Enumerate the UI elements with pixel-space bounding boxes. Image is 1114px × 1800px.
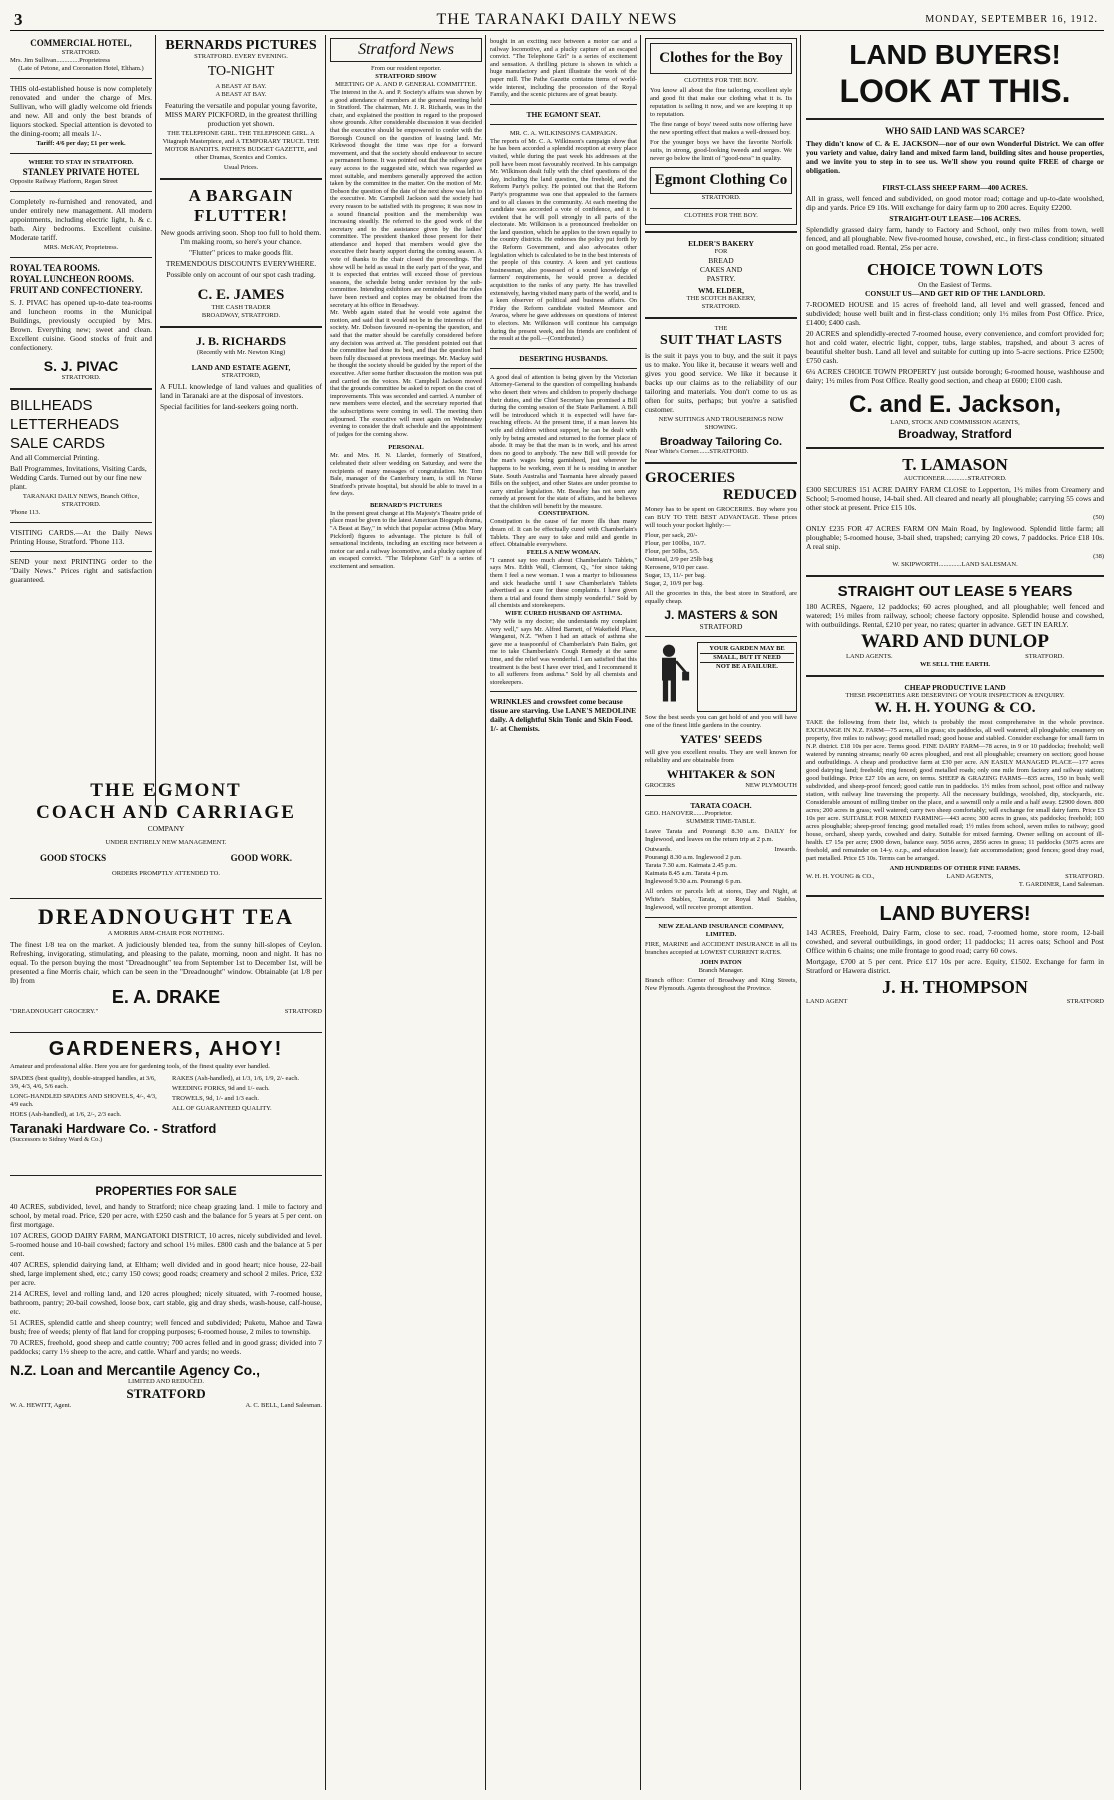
personal-heading: PERSONAL (388, 444, 424, 452)
stanley-title: STANLEY PRIVATE HOTEL (22, 167, 140, 177)
bakery-bread: BREAD (708, 256, 734, 265)
masthead (10, 8, 1104, 31)
properties-for-sale (10, 1180, 322, 1792)
bargain-account: Possible only on account of our spot cash trading. (166, 270, 316, 279)
trowels: TROWELS, 9d, 1/- and 1/3 each. (172, 1095, 260, 1102)
tea-seller: E. A. DRAKE (111, 987, 221, 1007)
bargain-title: A BARGAIN FLUTTER! (188, 186, 294, 225)
thompson-place: STRATFORD (1066, 998, 1104, 1005)
insurance-branch: Branch office: Corner of Broadway and King Streets, New Plymouth. Agents throughout the Province. (645, 977, 797, 992)
ward-place: STRATFORD. (1025, 653, 1064, 660)
coach-management: UNDER ENTIRELY NEW MANAGEMENT. (105, 839, 227, 846)
bernards-pictures-ad (160, 38, 322, 172)
column-rule (640, 35, 641, 1790)
clothes-younger: For the younger boys we have the favorite Norfolk suits, in strong, good-looking tweeds and serges. We never go below the limit of "good-ness" in quality. (650, 139, 792, 162)
column-4: bought in an exciting race between a motor car and a railway locomotive, and a plucky capture of an escaped convict. "The Telephone Girl" is a series of excitement and sensation. A thrilling picture is shown in which a huge manufactory and plant illustrate the work of the paper mill. The Pathe Gazette contains items of world-wide interest, including the procession of the Royal Family, and the scenic pictures are of great beauty. THE EGMONT SEAT. MR. C. A. WILKINSON'S CAMPAIGN. The reports of Mr. C. A. Wilkinson's campaign show that he has been accorded a splendid reception at every place visited, while during the past week his addresses at the poll have been most favourably received. In his campaign Mr. Wilkinson dealt fully with the chief questions of the day, including the land question, the freehold, and the Reform Party's policy. He pointed out that the Reform Party's programme was one that appealed to the farmers and to all classes in the community. At each meeting the candidate was accorded a vote of confidence, and it is evident that he will poll strongly in all parts of the electorate. Mr. Wilkinson is a pronounced freeholder on the land question, which he applies to the town equally to the country districts. He endorses the policy put forth by the Reform Government, and also advocates other legislation which is calculated to be in the best interests of the people of this country. A keen and yet cautious businessman, also possessed of a sound knowledge of farmers' requirements, he would prove a decided acquisition to the ranks of any party. He has travelled extensively, having visited many parts of the world, and is a keen observer of political and business affairs. On Friday the Reform candidate visited Mesmoor and Avaroa, where he gave addresses on questions of interest to electors. Mr. Wilkinson will continue his campaign during the present week, and his friends are confident of the result at the poll.—(Contributed.) DESERTING HUSBANDS. A good deal of attention is being given by the Victorian Attorney-General to the question of compelling husbands who desert their wives and children to properly discharge their duties, and the Chief Secretary has promised a Bill during the coming session of the State Parliament. A Bill will be introduced which it is expected will have far-reaching effects. At the present time, if a man leaves his wife and children without support, he can be dealt with only by being arrested and returned to the former place of abode. It may be that the man is in work, and his arrest does no good to anybody. The new Bill will provide for the man's wages being garnisheed, just wherever he happens to be working, even if he is residing in another State. South Australia and Tasmania have already passed Bills on the subject, and other States are under promise to carry similar legislation. Mr. Beasley has not seen any remedy at present for the state of affairs, and he believes that the children will benefit by the measure. CONSTIPATION. Constipation is the cause of far more ills than many dream of. It can be effectually cured with Chamberlain's Tablets. They are easy to take and mild and gentle in effect. Obtainable everywhere. FEELS A NEW WOMAN. "I cannot say too much about Chamberlain's Tablets," says Mrs. Edith Wall, Clermont, Q., "for since taking them I feel a new woman. I was a martyr to biliousness and sick headache until I saw Chamberlain's Tablets advertised as a cure for these complaints. I have given them a trial and found them simply wonderful." Sold by all chemists and storekeepers. WIFE CURED HUSBAND OF ASTHMA. "My wife is my doctor; she understands my complaint very well," says Mr. Alfred Barnett, of Wakefield Place, Wanganui, N.Z. "When I had an attack of asthma she gave me a teaspoonful of Chamberlain's Pain Balm, got me to take Chamberlain's Cough Remedy at the same time, and the relief was wonderful. I am satisfied that this treatment is the best I have ever tried, and I recommend it to all sufferers from asthma." Sold by all chemists and storekeepers. WRINKLES and crowsfeet come because tissue are starving. Use LANE'S MEDOLINE daily. A delightful Skin Tonic and Skin Food. 1/- at Chemists. (490, 38, 637, 734)
tarata-arrive: Inglewood 9.30 a.m. Pourangi 6 p.m. (645, 878, 742, 885)
property-70-acres: 70 ACRES, freehold, good sheep and cattle country; 700 acres felled and in good grass; divided into 7 paddocks; carry 1½ sheep to the acre, and cattle. Wharf and yards; no weeds. (10, 1338, 322, 1356)
bakery-for: FOR (714, 248, 728, 255)
insurance-ad (645, 923, 797, 993)
sale-cards: SALE CARDS (10, 435, 106, 452)
pivac-line2: ROYAL LUNCHEON ROOMS. (10, 274, 134, 284)
column-rule (325, 35, 326, 1790)
grocery-item: Flour, per 100lbs, 10/7. (645, 540, 706, 547)
elders-bakery-ad (645, 239, 797, 311)
rakes: RAKES (Ash-handled), at 1/3, 1/6, 1/9, 2/- each. (172, 1075, 300, 1082)
james-sub: THE CASH TRADER (211, 304, 271, 311)
scarce-body: They didn't know of C. & E. JACKSON—nor of our own Wonderful District. We can offer you variety and value, dairy land and mixed farm land, building sites and house properties, and we invite you to step in to see us. We'll show you round quite FREE of charge or obligation. (806, 139, 1104, 175)
pivac-line1: ROYAL TEA ROOMS. (10, 263, 100, 273)
gardeners-title: GARDENERS, AHOY! (48, 1038, 284, 1060)
divider (10, 1175, 322, 1177)
stanley-body: Completely re-furnished and renovated, and under entirely new management. All modern appointments, including electric light, h. & c. bath. Airy bedrooms. Excellent cuisine. Moderate tariff. (10, 197, 152, 242)
divider (10, 898, 322, 900)
lamason-property-1: £300 SECURES 151 ACRE DAIRY FARM CLOSE to Lepperton, 1½ miles from Creamery and School; 5-roomed house, 14-bail shed. All cleared and nearly all ploughable; carrying 55 cows and other stock at present. Price £15 10s. (806, 485, 1104, 512)
column-rule (800, 35, 801, 1790)
tarata-leaves: Leave Tarata and Pourangi 8.30 a.m. DAILY for Inglewood, and leaves on the return trip at 2 p.m. (645, 828, 797, 843)
lease5-body: 180 ACRES, Ngaere, 12 paddocks; 60 acres ploughed, and all ploughable; well fenced and watered; 1½ miles from railway, school; cheese factory opposite. Splendid house and cowshed, with outbuildings. Rental, £210 per year, no rates; quarter in advance. GET IN EARLY. (806, 602, 1104, 629)
bakery-cakes: CAKES AND (699, 265, 743, 274)
loan-limited: LIMITED AND REDUCED. (127, 1378, 204, 1385)
bernards-title: BERNARDS PICTURES (165, 38, 317, 53)
letterheads: LETTERHEADS (10, 416, 120, 433)
hotel-title: COMMERCIAL HOTEL, (30, 38, 132, 48)
property-51-acres: 51 ACRES, splendid cattle and sheep country; well fenced and subdivided; Puketu, Mahoe and Tawa bush; free of weeds; plenty of flat land for cropping purposes; 6-roomed house, 2 miles to township. (10, 1318, 322, 1336)
insurance-body: FIRE, MARINE and ACCIDENT INSURANCE in all its branches accepted at LOWEST CURRENT RATES. (645, 941, 797, 956)
thompson-ad (806, 903, 1104, 1006)
loan-place: STRATFORD (126, 1386, 206, 1401)
stratford-news-title: Stratford News (358, 41, 454, 58)
groceries-l1: GROCERIES (645, 470, 736, 486)
ward-slogan: WE SELL THE EARTH. (919, 661, 991, 668)
visiting-cards: VISITING CARDS.—At the Daily News Printing House, Stratford. 'Phone 113. (10, 528, 152, 546)
newspaper-title: THE TARANAKI DAILY NEWS (436, 11, 678, 28)
wife-cured-husband: WIFE CURED HUSBAND OF ASTHMA. (504, 610, 623, 617)
richards-title: LAND AND ESTATE AGENT, (191, 363, 291, 372)
town-lots-title: CHOICE TOWN LOTS (866, 260, 1044, 279)
lamason-ref-2: (38) (1093, 553, 1104, 560)
stanley-proprietor: MRS. McKAY, Proprietress. (43, 244, 119, 251)
town-lots-consult: CONSULT US—AND GET RID OF THE LANDLORD. (864, 289, 1046, 298)
insurance-title: NEW ZEALAND INSURANCE COMPANY, LIMITED. (658, 923, 784, 938)
young-title: CHEAP PRODUCTIVE LAND (904, 683, 1006, 692)
pivac-ad (10, 263, 152, 382)
lease106-body: Splendidly grassed dairy farm, handy to Factory and School, only two miles from town, well fenced, and all ploughable. New five-roomed house, cowshed, etc., in first-class condition; situated on good metalled road. Rental, 25s per acre. (806, 225, 1104, 252)
bakery-name: WM. ELDER, (697, 286, 745, 295)
suit-title: SUIT THAT LASTS (660, 333, 782, 348)
young-body: TAKE the following from their list, which is probably the most comprehensive in the whole province. EXCHANGE IN N.Z. FARM—75 acres, all in grass; six paddocks, all well watered; all ploughable; creamery on property, five miles to railway; good metalled road; good house and stabled. Consider exchange for small farm in N.P. district. £18 10s per acre. Terms good. FINE DAIRY FARM—78 acres, in 9 or 10 paddocks; freehold; well watered by running streams; nearly 60 acres ploughed, and rest all ploughable; creamery on section; good house and outbuildings. A cheap and productive farm at £30 per acre. AN EASILY MANAGED PLACE—177 acres good dairying land; freehold; ring fenced; good metalled roads; only one mile from factory and railway station; good buildings. Price £27 10s an acre, on terms. SHEEP & GRAZING FARMS—835 acres, 150 in bush; well subdivided, and sheep-proof fenced; good cattle run in paddocks. 1½ miles from school, post office and railway station, with railway line traversing the property. All the necessary buildings, woolshed, dip, stockyards, etc. Considerable amount of milling timber on the place, and a sawmill only a mile and a half away. £2900 down. 800 acres; 200 acres in grass; well watered; carry two sheep comfortably; will exchange for small dairy farm. Price £3 10s per acre. SUITABLE FOR MIXED FARMING—443 acres; 300 acres in grass, six paddocks; freehold; 100 acres ploughable; sheep-proof fencing; good metalled road; 1½ miles from school, seven miles to railway; good house, orchard, sheep yards, cowshed and dairy. Suitable for mixed farming. Owner selling on account of ill-health. £7 15s per acre; £900 down, balance easy. 5056 acres, 2856 acres in grass; 11 paddocks (3075 acres are freehold, and remainder on 14-y. o.r.p., and education lease); fair accommodation; good fences; good dray road, part metalled. Price £5 10s. Terms can be arranged. (806, 719, 1104, 862)
suit-the: THE (714, 325, 728, 332)
richards-body: A FULL knowledge of land values and qualities of land in Taranaki are at the disposal of investors. (160, 382, 322, 400)
printing-note: And all Commercial Printing. (10, 453, 100, 462)
suit-that-lasts-ad (645, 325, 797, 456)
garden-l3: NOT BE A FAILURE. (700, 662, 794, 671)
printing-office: TARANAKI DAILY NEWS, Branch Office, STRATFORD. (22, 493, 140, 508)
town-lots-sub: On the Easiest of Terms. (918, 280, 992, 289)
garden-body: Sow the best seeds you can get hold of and you will have one of the finest little gardens in the country. (645, 714, 797, 729)
hardware-company: Taranaki Hardware Co. - Stratford (10, 1121, 217, 1136)
tarata-title: TARATA COACH. (690, 801, 752, 810)
clothes-footer: CLOTHES FOR THE BOY. (650, 208, 792, 220)
tarata-timetable: SUMMER TIME-TABLE. (686, 818, 756, 825)
jackson-sub: LAND, STOCK AND COMMISSION AGENTS, (890, 419, 1020, 426)
grocery-item: Flour, per 50lbs, 5/5. (645, 548, 700, 555)
bernards-sub: STRATFORD. EVERY EVENING. (194, 53, 288, 60)
stanley-hotel-ad (10, 159, 152, 252)
coach-work: GOOD WORK. (230, 853, 292, 863)
young-land-agents: LAND AGENTS, (946, 873, 994, 880)
commercial-hotel-ad (10, 38, 152, 148)
property-107-acres: 107 ACRES, GOOD DAIRY FARM, MANGATOKI DISTRICT, 10 acres, nicely subdivided and level. 5-roomed house and 10-bail cowshed; factory and school 1½ miles. £800 cash and the balance at 5 per cent. (10, 1231, 322, 1258)
young-hundreds: AND HUNDREDS OF OTHER FINE FARMS. (889, 865, 1021, 872)
richards-ad (160, 334, 322, 411)
young-company: W. H. H. YOUNG & CO. (874, 700, 1036, 716)
sheep-farm-body: All in grass, well fenced and subdivided, on good motor road; cottage and up-to-date woolshed, dip and yards. Price £9 10s. Will exchange for dairy farm up to 200 acres. Equity £2200. (806, 194, 1104, 212)
thompson-mortgage: Mortgage, £700 at 5 per cent. Price £17 10s per acre. Equity, £1502. Exchange for farm in Stratford or Hawera district. (806, 957, 1104, 975)
coach-stocks: GOOD STOCKS (40, 853, 107, 863)
column-rule (485, 35, 486, 1790)
tarata-proprietor: GEO. HANOVER.......Proprietor. (645, 810, 733, 817)
town-lot-1: 7-ROOMED HOUSE and 15 acres of freehold land, all level and well grassed, fenced and subdivided; house well built and in first-class condition; only 1½ miles from Post Office. Price, £1400; £400 cash. (806, 300, 1104, 327)
thompson-body: 143 ACRES, Freehold, Dairy Farm, close to sec. road, 7-roomed home, store room, 12-bail cowshed, and several outbuildings, in good order; 11 paddocks; 11 acres oats; School and Post Office within 6 chains; one mile frontage to good road; carry 60 cows. (806, 928, 1104, 955)
lamason-ref-1: (50) (1093, 514, 1104, 521)
look-at-this-title: LOOK AT THIS. (839, 73, 1071, 109)
young-salesman: T. GARDINER, Land Salesman. (1018, 881, 1104, 888)
send-printing: SEND your next PRINTING order to the "Daily News." Prices right and satisfaction guaranteed. (10, 557, 152, 584)
bernards-body: Featuring the versatile and popular young favorite, MISS MARY PICKFORD, in the greatest thrilling production yet shown. (164, 101, 318, 128)
town-lot-2: 20 ACRES and splendidly-erected 7-roomed house, every convenience, and comfort provided for; hot and cold water, electric light, copper, tubs, large stables, trapshed, and about 3 acres of beautiful shelter bush. Land all level and suitable for cutting up into 5-acre sections. Price £2500; £750 cash. (806, 329, 1104, 365)
garden-l1: YOUR GARDEN MAY BE (709, 645, 785, 652)
loan-company: N.Z. Loan and Mercantile Agency Co., (10, 1362, 260, 1378)
lamason-sub: AUCTIONEER..............STRATFORD. (903, 475, 1007, 482)
james-address: BROADWAY, STRATFORD. (201, 312, 281, 319)
wilkinson-campaign: MR. C. A. WILKINSON'S CAMPAIGN. (509, 129, 618, 137)
lamason-ad (806, 455, 1104, 569)
deserting-husbands-heading: DESERTING HUSBANDS. (519, 353, 608, 363)
egmont-coach-ad (10, 780, 322, 895)
clothes-sub: CLOTHES FOR THE BOY. (684, 77, 758, 84)
groceries-all: All the groceries in this, the best store in Stratford, are equally cheap. (645, 590, 797, 605)
stratford-show: STRATFORD SHOW (375, 73, 437, 80)
clothes-tweed: The fine range of boys' tweed suits now offering have the new sporting effect that makes a well-dressed boy. (650, 121, 792, 136)
suit-body: is the suit it pays you to buy, and the suit it pays us to make. You like it, because it wears well and gives you good service. We like it because it backs up our claims as to the reliability of our tailoring and materials. You don't come to us as often for suits, perhaps; but you're a satisfied customer. (645, 351, 797, 414)
issue-date: MONDAY, SEPTEMBER 16, 1912. (925, 14, 1098, 25)
coach-line1: THE EGMONT (90, 780, 242, 801)
bargain-flutter: "Flutter" prices to make goods flit. (188, 248, 294, 257)
hotel-tariff: Tariff: 4/6 per day; £1 per week. (36, 140, 126, 147)
jackson-address: Broadway, Stratford (898, 427, 1012, 441)
coach-line2: COACH AND CARRIAGE (36, 802, 296, 823)
constipation-heading: CONSTIPATION. (538, 510, 589, 518)
hotel-place: STRATFORD. (61, 49, 101, 56)
printing-ad (10, 396, 152, 584)
weeding-forks: WEEDING FORKS, 9d and 1/- each. (172, 1085, 270, 1092)
clothes-title: Clothes for the Boy (650, 43, 792, 74)
egmont-clothing-co: Egmont Clothing Co (650, 167, 792, 194)
bakery-title: ELDER'S BAKERY (688, 239, 754, 248)
suit-new: NEW SUITINGS AND TROUSERINGS NOW SHOWING. (658, 416, 784, 431)
tea-sub: A MORRIS ARM-CHAIR FOR NOTHING. (107, 930, 225, 937)
column-1 (10, 38, 152, 768)
bakery-pastry: PASTRY. (706, 274, 736, 283)
pivac-place: STRATFORD. (61, 374, 101, 381)
column-5 (645, 38, 797, 1793)
loan-agent: W. A. HEWITT, Agent. (10, 1402, 72, 1409)
grocery-item: Oatmeal, 2/9 per 25lb bag (645, 556, 713, 563)
clothes-place: STRATFORD. (701, 194, 741, 201)
lamason-agent: W. SKIPWORTH..............LAND SALESMAN. (892, 561, 1018, 568)
tarata-inward: Inwards. (774, 846, 797, 853)
hotel-body: THIS old-established house is now completely renovated and under the charge of Mrs. Sullivan, who will gladly welcome old friends and new. All and only the best brands of liquors stocked. Special attention is devoted to the dining-room; all meals 1/-. (10, 84, 152, 138)
bernards-pictures-heading: BERNARD'S PICTURES (369, 501, 443, 509)
gardener-boy-icon (645, 642, 693, 712)
land-buyers-title: LAND BUYERS! (849, 39, 1061, 70)
beast-at-bay-1: A BEAST AT BAY. (215, 83, 267, 90)
grocery-item: Sugar, 2, 10/9 per bag. (645, 580, 704, 587)
coach-line3: COMPANY (147, 824, 185, 833)
billheads: BILLHEADS (10, 397, 93, 414)
tarata-row: Tarata 7.30 a.m. Kaimata 2.45 p.m. (645, 862, 737, 869)
bernards-programme: THE TELEPHONE GIRL. THE TELEPHONE GIRL. A Vitagraph Masterpiece, and A TEMPORARY TRUCE. THE MOTOR BANDITS. PATHE'S BUDGET GAZETTE, and other Dramas, Scenics and Comics. (162, 130, 320, 161)
broadway-tailoring: Broadway Tailoring Co. (659, 436, 783, 448)
scarce-title: WHO SAID LAND WAS SCARCE? (885, 126, 1025, 136)
richards-name: J. B. RICHARDS (195, 334, 286, 348)
pivac-body: S. J. PIVAC has opened up-to-date tea-rooms and luncheon rooms in the Municipal Buildings, previously occupied by Mrs. Brown. Everything new; sweet and clean. Excellent cuisine. Good stocks of fruit and confectionery. (10, 298, 152, 352)
tarata-outward: Outwards. (645, 846, 672, 853)
grocery-item: Kerosene, 9/10 per case. (645, 564, 709, 571)
groceries-body: Money has to be spent on GROCERIES. Buy where you can BUY TO THE BEST ADVANTAGE. These prices will touch your pocket lightly:— (645, 506, 797, 529)
young-sub: THESE PROPERTIES ARE DESERVING OF YOUR INSPECTION & ENQUIRY. (845, 692, 1065, 699)
richards-sub: (Recently with Mr. Newton King) (196, 349, 286, 356)
long-spades: LONG-HANDLED SPADES AND SHOVELS, 4/-, 4/3, 4/9 each. (10, 1093, 157, 1108)
land-buyers-2-title: LAND BUYERS! (879, 903, 1031, 925)
whitaker-grocers: GROCERS (645, 782, 675, 789)
egmont-seat-heading: THE EGMONT SEAT. (526, 109, 601, 119)
column-2 (160, 38, 322, 768)
groceries-l2: REDUCED (722, 487, 797, 503)
garden-l2: SMALL, BUT IT NEED (700, 653, 794, 662)
property-407-acres: 407 ACRES, splendid dairying land, at Eltham; well divided and in good heart; nice house, 22-bail shed, large implement shed, etc.; carry 150 cows; good roads; creamery and school 2 miles. Price, £32 per acre. (10, 1260, 322, 1287)
divider (10, 1032, 322, 1034)
tea-title: DREADNOUGHT TEA (38, 904, 294, 929)
whitaker-and-son: WHITAKER & SON (666, 767, 776, 781)
dreadnought-tea-ad (10, 904, 322, 1029)
hotel-proprietor: Mrs. Jim Sullivan..............Proprietress (10, 57, 111, 64)
thompson-name: J. H. THOMPSON (882, 977, 1028, 997)
bernards-prices: Usual Prices. (223, 164, 259, 171)
stanley-location: Opposite Railway Platform, Regan Street (10, 178, 118, 185)
stanley-where: WHERE TO STAY IN STRATFORD. (28, 159, 134, 166)
garden-seeds-ad (645, 642, 797, 790)
young-ad (806, 683, 1104, 889)
pivac-line3: FRUIT AND CONFECTIONERY. (10, 285, 143, 295)
printing-phone: 'Phone 113. (10, 509, 41, 516)
gardeners-ad (10, 1038, 322, 1170)
young-place: STRATFORD. (1065, 873, 1104, 880)
lease106-title: STRAIGHT-OUT LEASE—106 ACRES. (889, 214, 1021, 223)
tarata-orders: All orders or parcels left at stores, Day and Night, at White's Stables, Tarata, or Royal Mail Stables, Inglewood, will receive prompt attention. (645, 888, 797, 911)
pivac-name: S. J. PIVAC (43, 358, 119, 374)
tea-body: The finest 1/8 tea on the market. A judiciously blended tea, from the sunny hill-slopes of Ceylon. Refreshing, invigorating, stimulating, and pleasing to the palate, morning, noon and night. It has no equal. To the person buying the most "Dreadnought" tea from September 1st to December 1st, will be presented a fine Morris chair, which can be seen in the "Dreadnought" window. Obtainable (at 1/8 per lb) from (10, 940, 322, 985)
stratford-news-sub: From our resident reporter. (370, 65, 442, 72)
column-6-land (806, 38, 1104, 1793)
gardeners-sub: Amateur and professional alike. Here you are for gardening tools, of the finest quality ever handled. (10, 1063, 270, 1070)
loan-salesman: A. C. BELL, Land Salesman. (245, 1402, 322, 1409)
clothes-body: You know all about the fine tailoring, excellent style and good fit that make our clothing what it is. Its reputation is selling it now, and we are keeping it up to reputation. (650, 87, 792, 118)
tea-place: STRATFORD (284, 1008, 322, 1015)
lamason-property-2: ONLY £235 FOR 47 ACRES FARM ON Main Road, by Inglewood. Splendid little farm; all ploughable; 5-roomed house, 3-bail shed, trapshed; carrying 20 cows, 7 paddocks. Price £18 10s. A real snip. (806, 524, 1104, 551)
whitaker-place: NEW PLYMOUTH (745, 782, 797, 789)
town-lot-3: 6¼ ACRES CHOICE TOWN PROPERTY just outside borough; 6-roomed house, washhouse and dairy; 1½ miles from Post Office. Really good section, and cheap at £600; £100 cash. (806, 367, 1104, 385)
feels-new-woman: FEELS A NEW WOMAN. (526, 548, 601, 556)
hardware-successors: (Successors to Sidney Ward & Co.) (10, 1136, 103, 1143)
yates-body: will give you excellent results. They are well known for reliability and are obtainable from (645, 749, 797, 764)
ward-dunlop-title: WARD AND DUNLOP (861, 631, 1049, 652)
masters-and-son: J. MASTERS & SON (664, 608, 778, 622)
column-rule (155, 35, 156, 805)
insurance-manager: JOHN PATON (700, 959, 742, 966)
medoline-ad: WRINKLES and crowsfeet come because tissue are starving. Use LANE'S MEDOLINE daily. A delightful Skin Tonic and Skin Food. 1/- at Chemists. (490, 697, 637, 734)
richards-place: STRATFORD, (221, 372, 261, 379)
hoes: HOES (Ash-handled), at 1/6, 2/-, 2/3 each. (10, 1111, 122, 1118)
grocery-item: Sugar, 13, 11/- per bag. (645, 572, 706, 579)
sheep-farm-title: FIRST-CLASS SHEEP FARM—400 ACRES. (882, 183, 1028, 192)
jackson-title: C. and E. Jackson, (848, 391, 1062, 418)
tarata-row: Pourangi 8.30 a.m. Inglewood 2 p.m. (645, 854, 742, 861)
james-name: C. E. JAMES (197, 287, 285, 303)
suit-near: Near White's Corner.......STRATFORD. (645, 448, 749, 455)
tarata-coach-ad (645, 801, 797, 912)
coach-orders: ORDERS PROMPTLY ATTENDED TO. (112, 870, 220, 877)
insurance-role: Branch Manager. (698, 967, 744, 974)
property-40-acres: 40 ACRES, subdivided, level, and handy to Stratford; nice cheap grazing land. 1 mile to factory and school, by metal road. Price, £20 per acre, with £250 cash and the balance for 5 years at 5 per cent. on first mortgage. (10, 1202, 322, 1229)
committee-meeting: MEETING OF A. AND P. GENERAL COMMITTEE. (335, 81, 477, 88)
guaranteed: ALL OF GUARANTEED QUALITY. (172, 1105, 272, 1112)
tea-grocery: "DREADNOUGHT GROCERY." (10, 1008, 99, 1015)
bakery-place: STRATFORD. (701, 303, 741, 310)
bernards-tonight: TO-NIGHT (207, 64, 275, 79)
lease5-title: STRAIGHT OUT LEASE 5 YEARS (837, 583, 1073, 600)
spades: SPADES (best quality), double-strapped handles, at 3/6, 3/9, 4/3, 4/6, 5/6 each. (10, 1075, 156, 1090)
page-number: 3 (14, 10, 23, 29)
bargain-body: New goods arriving soon. Shop too full to hold them. I'm making room, so here's your chance. (160, 228, 322, 246)
bakery-sub: THE SCOTCH BAKERY, (686, 295, 756, 302)
masters-place: STRATFORD (699, 622, 743, 631)
hotel-previous: (Late of Petone, and Coronation Hotel, Eltham.) (18, 65, 144, 72)
ward-land-agents: LAND AGENTS. (846, 653, 893, 660)
properties-title: PROPERTIES FOR SALE (95, 1184, 237, 1198)
grocery-item: Flour, per sack, 20/- (645, 532, 698, 539)
lamason-title: T. LAMASON (902, 455, 1008, 474)
bargain-discounts: TREMENDOUS DISCOUNTS EVERYWHERE. (165, 259, 317, 268)
clothes-for-the-boy-ad (645, 38, 797, 225)
groceries-reduced-ad (645, 470, 797, 631)
richards-special: Special facilities for land-seekers going north. (160, 402, 299, 411)
yates-seeds: YATES' SEEDS (679, 732, 763, 746)
bargain-ad (160, 186, 322, 320)
printing-body: Ball Programmes, Invitations, Visiting Cards, Wedding Cards. Turned out by our fine new plant. (10, 464, 147, 491)
beast-at-bay-2: A BEAST AT BAY. (215, 91, 267, 98)
property-214-acres: 214 ACRES, level and rolling land, and 120 acres ploughed; nicely situated, with 7-roomed house, bathroom, pantry; 20-bail cowshed, loose box, cart stable, gig and dray sheds, wash-house, calf-house, etc. (10, 1289, 322, 1316)
young-agent: W. H. H. YOUNG & CO., (806, 873, 875, 880)
thompson-land-agent: LAND AGENT (806, 998, 848, 1005)
column-3-stratford-news: Stratford News From our resident reporter. STRATFORD SHOW MEETING OF A. AND P. GENERAL COMMITTEE. The interest in the A. and P. Society's affairs was shown by a good attendance of members at the general meeting held in Stratford. The chairman, Mr. J. R. Richards, was in the chair, and explained the position in regard to the proposed show grounds. After considerable discussion it was decided that the executive should be empowered to confer with the Borough Council on the question of leasing land. Mr. Kirkwood thought the time was ripe for a forward movement, and that the society should endeavour to secure a permanent home. It was pointed out that the railway gave easy access to the suggested site, which was regarded as most suitable, and members generally approved the action taken by the committee in the matter. On the motion of Mr. Dobson the question of the date of the next show was left to the executive. Mr. Campbell Jackson said the society had every reason to be satisfied with its progress; it was now in a sound financial position and the membership was increasing steadily. He referred to the good work of the secretary and to the assistance given by the ladies' committee. The president thanked those present for their attendance and hoped that members would give the executive their hearty support during the coming season. A vote of thanks to the chair closed the proceedings. The show will be held as usual in the early part of the year, and it is expected that entries will exceed those of previous seasons, the schedule being under revision by the sub-committee. Intending exhibitors are reminded that the rules have been revised and copies may be obtained from the secretary at his office in Broadway. Mr. Webb again stated that he would vote against the motion, and said that it would not be in the interests of the society. Mr. Dobson favoured re-opening the question, and said that the matter should be carefully considered before any decision was arrived at. The president pointed out that the committee had done its best, and that the question had been fully discussed at previous meetings. Mr. Mackay said he thought the society should be guided by the report of the executive. After some further discussion the motion was put and carried on the voices. Mr. Campbell Jackson moved that the grounds committee be asked to report on the cost of improvements. This was seconded and carried. A number of new members were elected, and the secretary reported that the subscriptions were coming in well. The meeting then adjourned. The executive will meet again on Wednesday evening to consider the draft schedule and the appointment of judges for the coming show. PERSONAL Mr. and Mrs. H. N. Llardet, formerly of Stratford, celebrated their silver wedding on Saturday, and were the recipients of many messages of congratulation. Mr. Tom Bale, manager of the Canterbury team, is still in Nurse Stratford's private hospital, but should be able to travel in a few days. BERNARD'S PICTURES In the present great change at His Majesty's Theatre pride of place must be given to the latest American Biograph drama, "A Beast at Bay," in which that popular actress (Miss Mary Pickford) figures to advantage. The picture is full of sensational incidents, including an exciting race between a motor car and a railway locomotive, and a plucky capture of an escaped convict. "The Telephone Girl" is a series of excitement and sensation. (330, 38, 482, 1793)
tarata-row: Kaimata 8.45 a.m. Tarata 4 p.m. (645, 870, 729, 877)
